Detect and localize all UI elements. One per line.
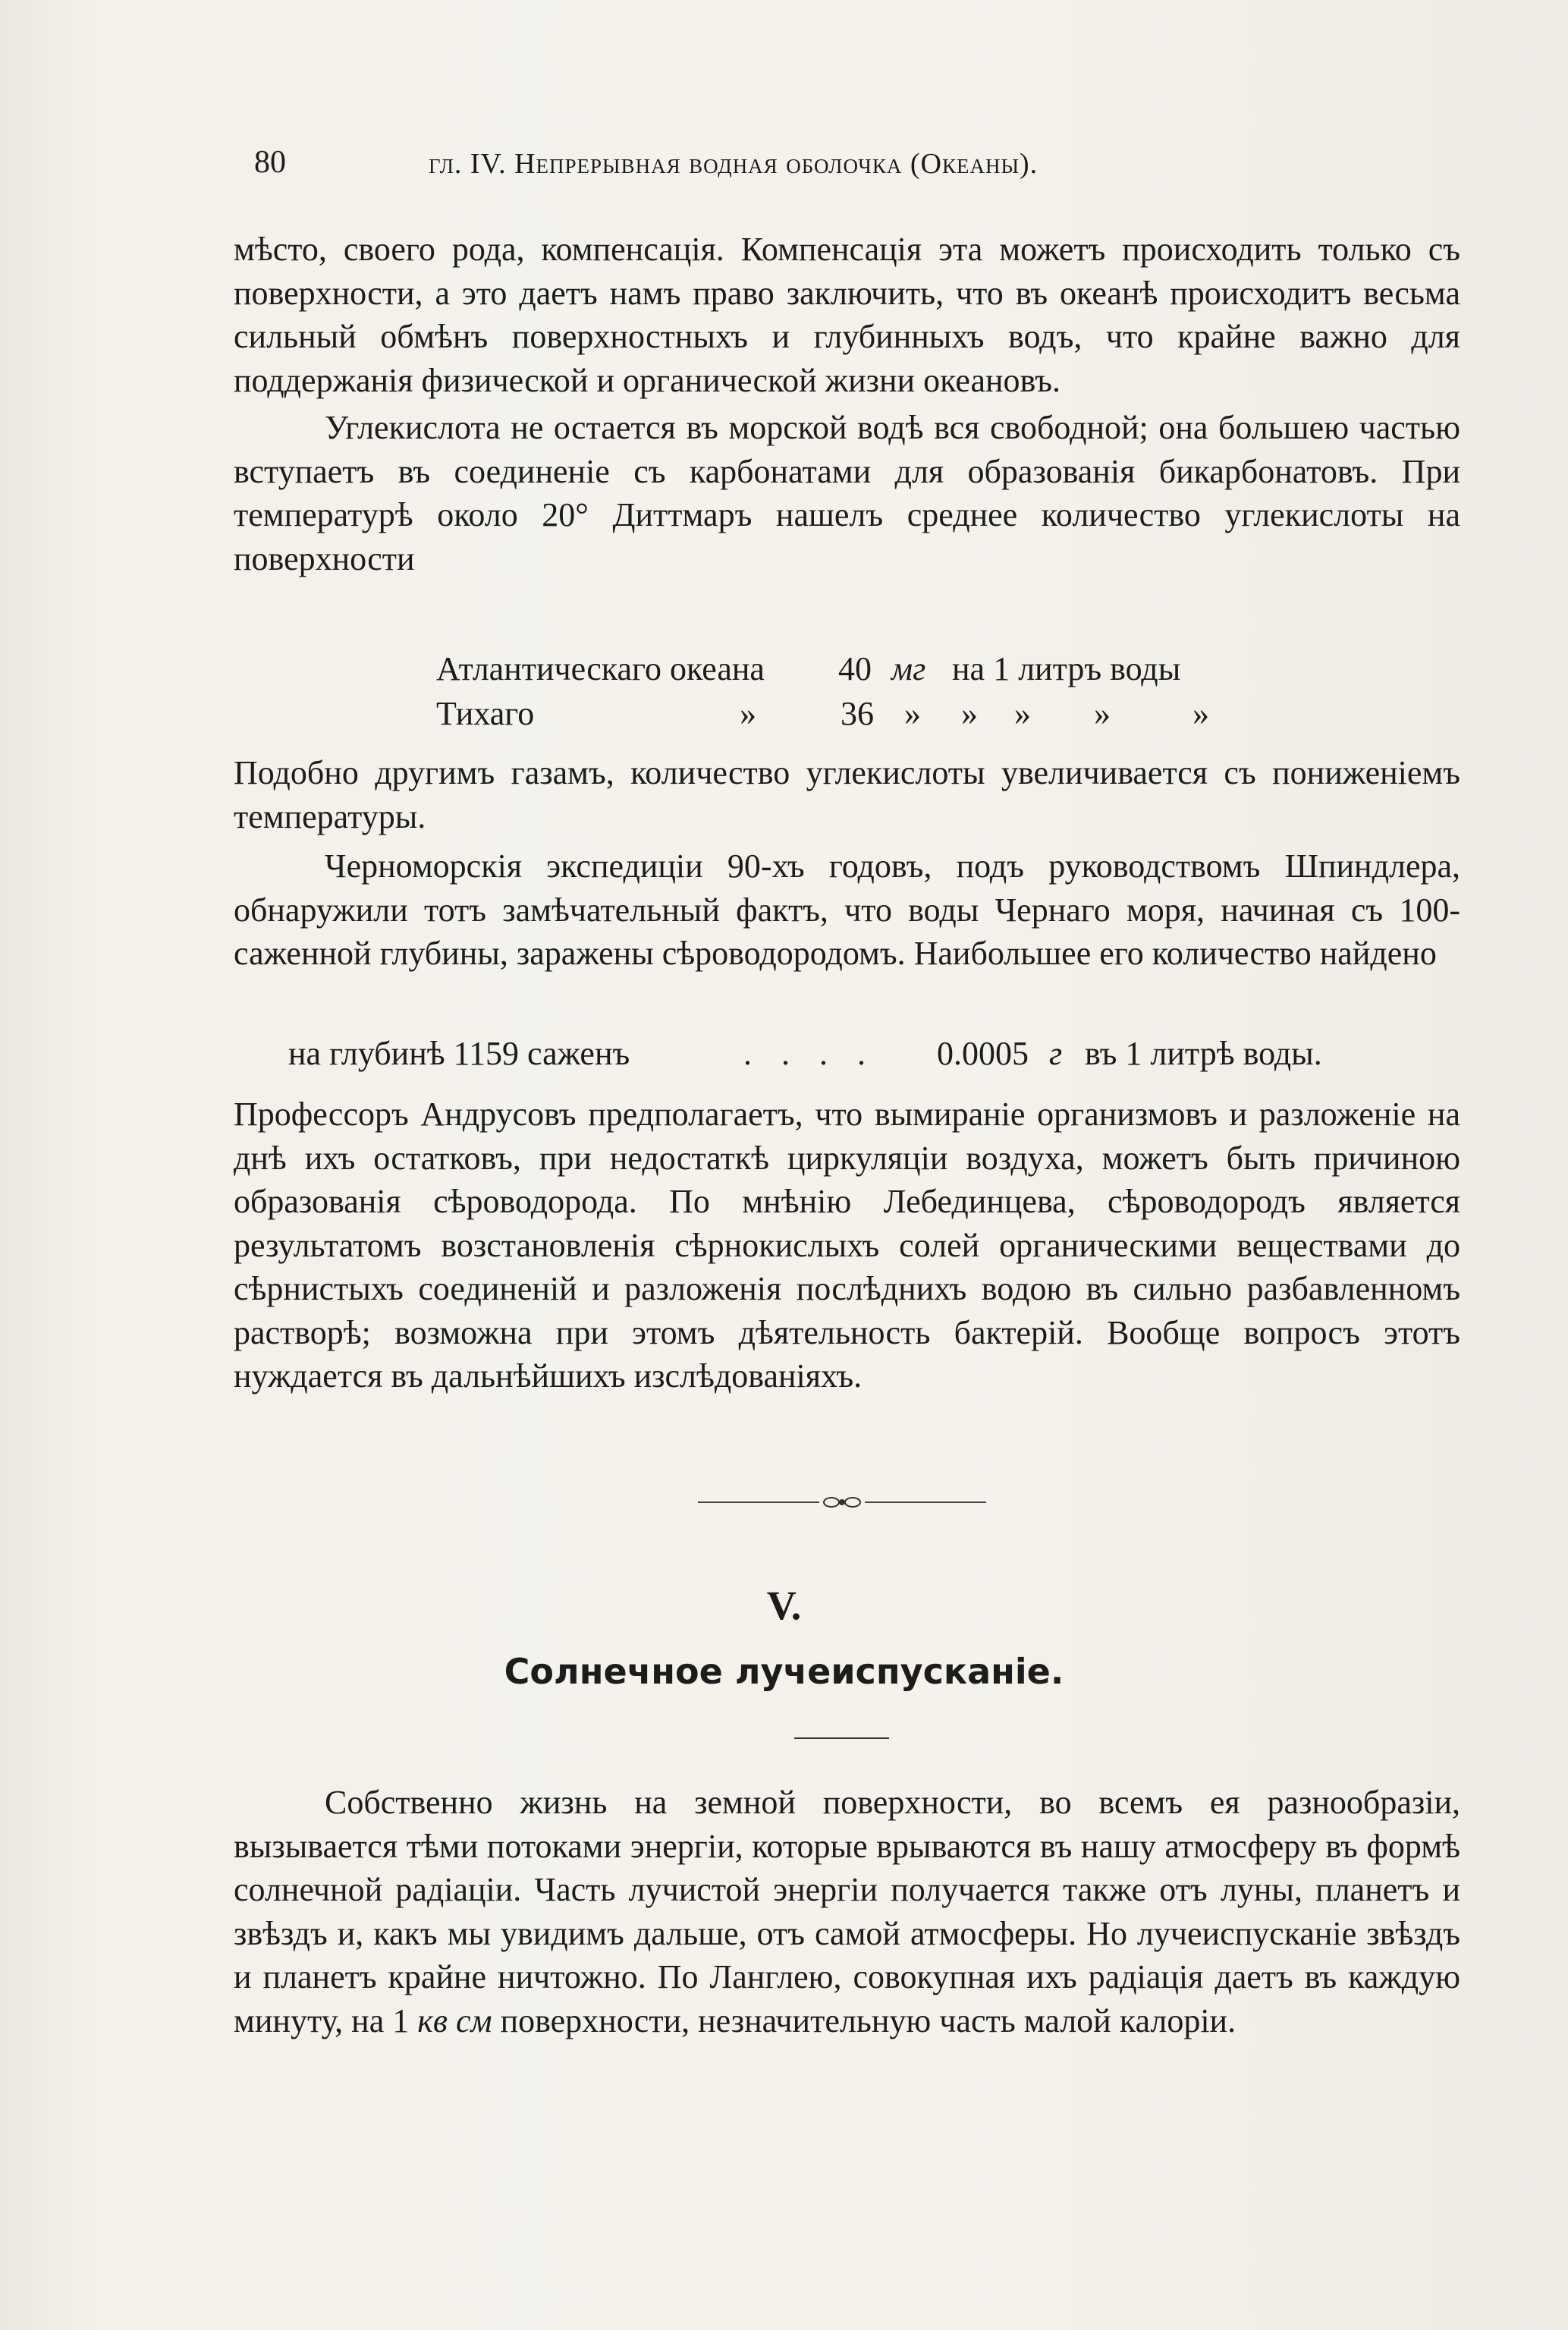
paragraph-carbonic-acid: Углекислота не остается въ морской водѣ вся свободной; она большею частью вступаетъ въ соединеніе съ карбонатами для образованія бикарбонатовъ. При температурѣ около 20° Диттмаръ нашелъ среднее количество углекислоты на поверхности bbox=[234, 409, 1460, 577]
co2-value: 36 bbox=[841, 695, 874, 732]
ocean-name: Атлантическаго океана bbox=[436, 650, 765, 687]
ditto-mark: » bbox=[961, 695, 978, 732]
paragraph-gases: Подобно другимъ газамъ, количество углекислоты увеличивается съ пониженіемъ температуры. bbox=[234, 754, 1460, 835]
h2s-value: 0.0005 bbox=[937, 1035, 1029, 1072]
text-block-1 bbox=[234, 228, 1460, 580]
paragraph-black-sea: Черноморскія экспедиціи 90-хъ годовъ, подъ руководствомъ Шпиндлера, обнаружили тотъ замѣчательный фактъ, что воды Чернаго моря, начиная съ 100-саженной глубины, заражены сѣроводородомъ. Наибольшее его количество найдено bbox=[234, 847, 1460, 972]
paragraph-andrusov: Профессоръ Андрусовъ предполагаетъ, что вымираніе организмовъ и разложеніе на днѣ ихъ остатковъ, при недостаткѣ циркуляціи воздуха, можетъ быть причиною образованія сѣроводорода. По мнѣнію Лебединцева, сѣроводородъ является результатомъ возстановленія сѣрнокислыхъ солей органическими веществами до сѣрнистыхъ соединеній и разложенія послѣднихъ водою въ сильно разбавленномъ растворѣ; возможна при этомъ дѣятельность бактерій. Вообще вопросъ этотъ нуждается въ дальнѣйшихъ изслѣдованіяхъ. bbox=[234, 1096, 1460, 1395]
unit-g: г bbox=[1049, 1035, 1063, 1072]
depth-dots: . . . . bbox=[743, 1035, 876, 1072]
depth-label: на глубинѣ 1159 саженъ bbox=[288, 1035, 630, 1072]
text-block-3 bbox=[234, 1093, 1460, 1398]
ditto-mark: » bbox=[740, 695, 756, 732]
chapter-title: Солнечное лучеиспусканіе. bbox=[504, 1651, 1064, 1692]
chapter-number: V. bbox=[766, 1583, 802, 1628]
depth-rest: въ 1 литрѣ воды. bbox=[1085, 1035, 1322, 1072]
paragraph-text-end: поверхности, незначительную часть малой калоріи. bbox=[500, 2001, 1236, 2039]
running-title: гл. IV. Непрерывная водная оболочка (Океаны). bbox=[429, 148, 1039, 180]
paragraph-text: Собственно жизнь на земной поверхности, во всемъ ея разнообразіи, вызывается тѣми потоками энергіи, которые врываются въ нашу атмосферу въ формѣ солнечной радіаціи. Часть лучистой энергіи получается также отъ луны, планетъ и звѣздъ и, какъ мы увидимъ дальше, отъ самой атмосферы. Но лучеиспусканіе звѣздъ и планетъ крайне ничтожно. По Ланглею, совокупная ихъ радіація даетъ въ каждую минуту, на 1 bbox=[234, 1784, 1460, 2039]
ditto-mark: » bbox=[904, 695, 921, 732]
paragraph-solar-radiation bbox=[234, 1781, 1460, 2042]
ditto-mark: » bbox=[1094, 695, 1111, 732]
co2-value: 40 bbox=[838, 650, 872, 687]
paragraph-compensation: мѣсто, своего рода, компенсація. Компенсація эта можетъ происходить только съ поверхности, а это даетъ намъ право заключить, что въ океанѣ происходитъ весьма сильный обмѣнъ поверхностныхъ и глубинныхъ водъ, что крайне важно для поддержанія физической и органической жизни океановъ. bbox=[234, 231, 1460, 399]
unit-mg: мг bbox=[891, 650, 926, 687]
text-block-4 bbox=[234, 1781, 1460, 2042]
unit-sq-cm: кв см bbox=[417, 2001, 492, 2039]
ornament-divider bbox=[698, 1491, 986, 1514]
ditto-mark: » bbox=[1192, 695, 1209, 732]
ocean-name: Тихаго bbox=[436, 695, 535, 732]
page-header bbox=[254, 144, 1293, 190]
page-number: 80 bbox=[254, 145, 286, 180]
row-rest: на 1 литръ воды bbox=[952, 650, 1181, 687]
ditto-mark: » bbox=[1014, 695, 1031, 732]
text-block-2 bbox=[234, 751, 1460, 976]
title-rule bbox=[794, 1737, 889, 1739]
